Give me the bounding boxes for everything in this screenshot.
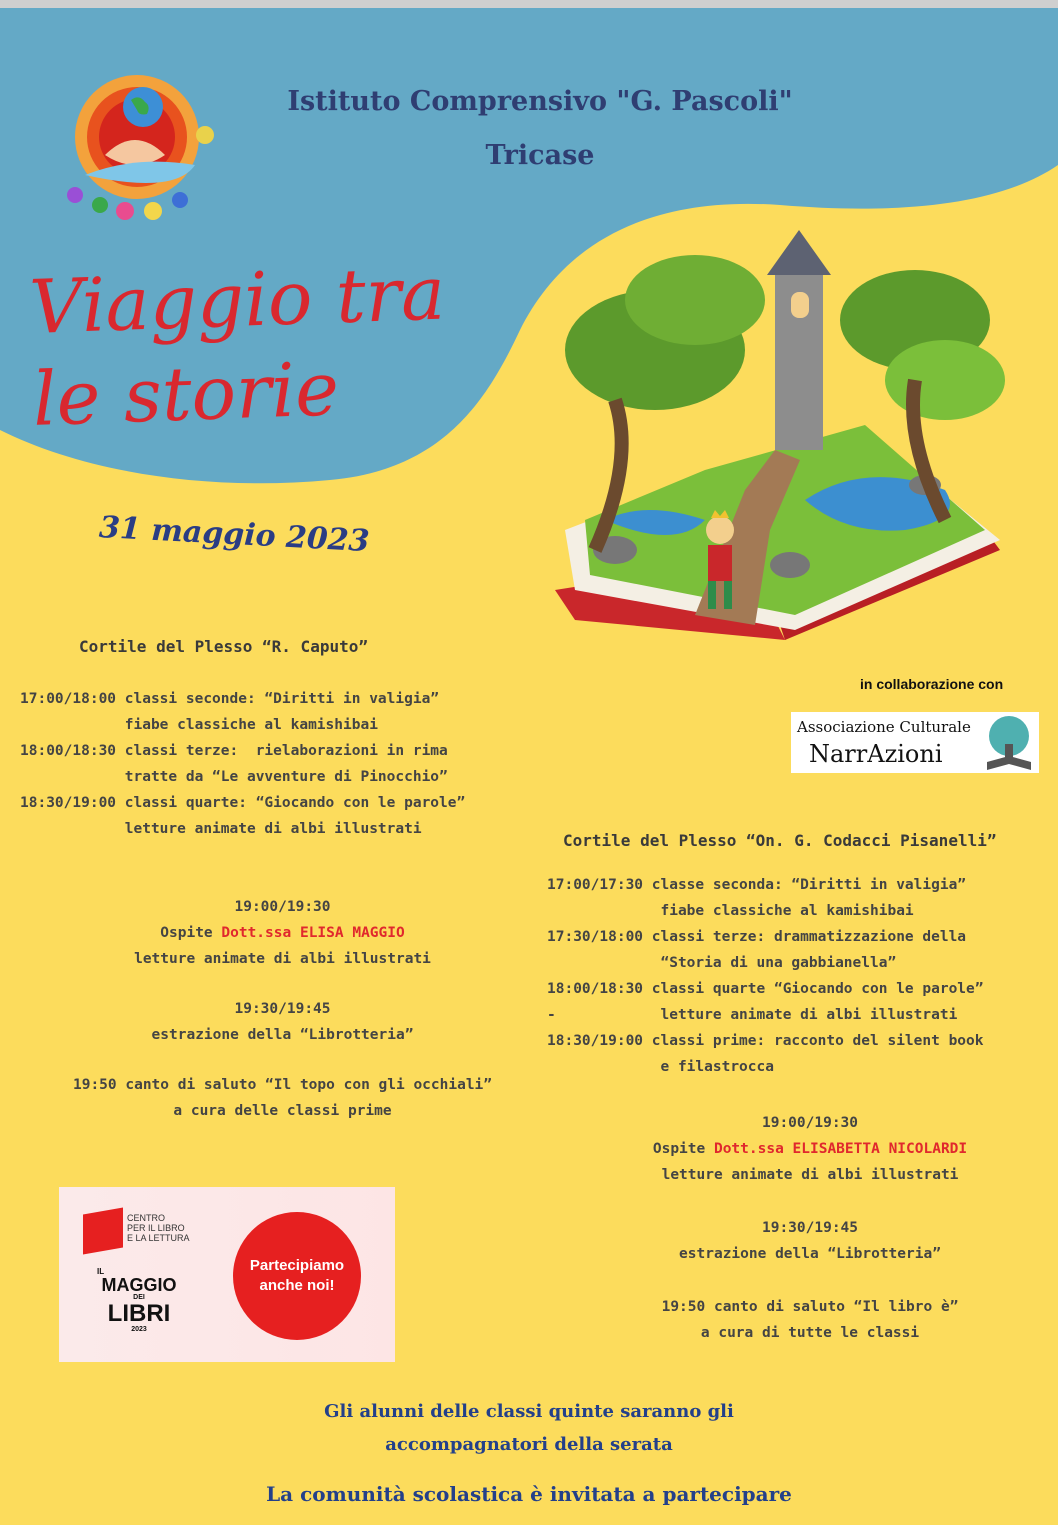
guest-time: 19:00/19:30 [234, 899, 331, 915]
collaboration-label: in collaborazione con [860, 676, 1004, 692]
org-line1: CENTRO [127, 1213, 165, 1223]
centro-libro-icon [83, 1207, 123, 1254]
caputo-venue: Cortile del Plesso “R. Caputo” [79, 637, 368, 656]
schedule-line: 18:30/19:00 classi prime: racconto del silent book [547, 1033, 984, 1049]
guest-name: Dott.ssa ELISABETTA NICOLARDI [713, 1141, 968, 1157]
guest-line [560, 1136, 1058, 1162]
logo-dei: DEI [133, 1294, 145, 1301]
lottery-desc: estrazione della “Librotteria” [679, 1246, 941, 1262]
schedule-line: letture animate di albi illustrati [20, 821, 422, 837]
logo-year: 2023 [131, 1326, 147, 1333]
guest-desc: letture animate di albi illustrati [661, 1167, 959, 1183]
closing-line2: a cura delle classi prime [173, 1103, 392, 1119]
participation-badge [233, 1212, 361, 1340]
footer-line1: Gli alunni delle classi quinte saranno gli [324, 1401, 734, 1422]
badge-line2: anche noi! [259, 1277, 335, 1294]
school-city: Tricase [485, 140, 595, 171]
org-line3: E LA LETTURA [127, 1233, 190, 1243]
logo-maggio: MAGGIO [101, 1275, 177, 1295]
schedule-line: fiabe classiche al kamishibai [547, 903, 914, 919]
lottery-time: 19:30/19:45 [761, 1220, 859, 1236]
event-title-line1: Viaggio tra [28, 250, 447, 351]
caputo-lottery-block [20, 996, 545, 1048]
tree-book-icon [981, 714, 1037, 772]
closing-line1: 19:50 canto di saluto “Il libro è” [661, 1299, 959, 1315]
codacci-guest-block [560, 1110, 1058, 1188]
closing-line1: 19:50 canto di saluto “Il topo con gli occhiali” [72, 1077, 493, 1093]
lottery-time: 19:30/19:45 [234, 1001, 331, 1017]
centro-libro-text [127, 1213, 190, 1243]
footer-line2: accompagnatori della serata [385, 1434, 673, 1455]
codacci-venue: Cortile del Plesso “On. G. Codacci Pisanelli” [563, 831, 997, 850]
guest-time: 19:00/19:30 [761, 1115, 859, 1131]
guest-prefix: Ospite [652, 1141, 714, 1157]
event-title [28, 247, 450, 445]
schedule-line: 17:00/17:30 classe seconda: “Diritti in valigia” [547, 877, 967, 893]
schedule-line: e filastrocca [547, 1059, 774, 1075]
footer-line3: La comunità scolastica è invitata a partecipare [266, 1482, 792, 1506]
org-line2: PER IL LIBRO [127, 1223, 185, 1233]
narrazioni-logo [791, 712, 1039, 773]
caputo-guest-block [20, 894, 545, 972]
codacci-schedule [547, 872, 1058, 1080]
schedule-line: 17:30/18:00 classi terze: drammatizzazione della [547, 929, 967, 945]
schedule-line: 18:00/18:30 classi quarte “Giocando con le parole” [547, 981, 984, 997]
school-header [190, 75, 890, 183]
maggio-libri-logo [97, 1267, 181, 1333]
maggio-dei-libri-banner [59, 1187, 395, 1362]
logo-libri: LIBRI [107, 1300, 171, 1327]
caputo-schedule [20, 686, 465, 842]
event-date: 31 maggio 2023 [98, 510, 371, 560]
school-name: Istituto Comprensivo "G. Pascoli" [287, 86, 793, 117]
guest-line [20, 920, 545, 946]
schedule-line: tratte da “Le avventure di Pinocchio” [20, 769, 448, 785]
schedule-line: 18:00/18:30 classi terze: rielaborazioni in rima [20, 743, 448, 759]
codacci-lottery-block [560, 1215, 1058, 1267]
assoc-line2: NarrAzioni [809, 740, 943, 768]
event-title-line2: le storie [31, 346, 341, 443]
logo-il: IL [97, 1267, 105, 1276]
badge-line1: Partecipiamo [249, 1257, 345, 1274]
schedule-line: “Storia di una gabbianella” [547, 955, 897, 971]
codacci-closing-block [560, 1294, 1058, 1346]
lottery-desc: estrazione della “Librotteria” [151, 1027, 414, 1043]
schedule-line: 17:00/18:00 classi seconde: “Diritti in valigia” [20, 691, 440, 707]
storybook-illustration [545, 230, 1010, 670]
schedule-line: fiabe classiche al kamishibai [20, 717, 378, 733]
guest-prefix: Ospite [160, 925, 222, 941]
guest-name: Dott.ssa ELISA MAGGIO [221, 925, 405, 941]
schedule-line: - letture animate di albi illustrati [547, 1007, 958, 1023]
caputo-closing-block [20, 1072, 545, 1124]
assoc-line1: Associazione Culturale [797, 718, 971, 736]
schedule-line: 18:30/19:00 classi quarte: “Giocando con le parole” [20, 795, 466, 811]
closing-line2: a cura di tutte le classi [700, 1325, 920, 1341]
guest-desc: letture animate di albi illustrati [134, 951, 431, 967]
